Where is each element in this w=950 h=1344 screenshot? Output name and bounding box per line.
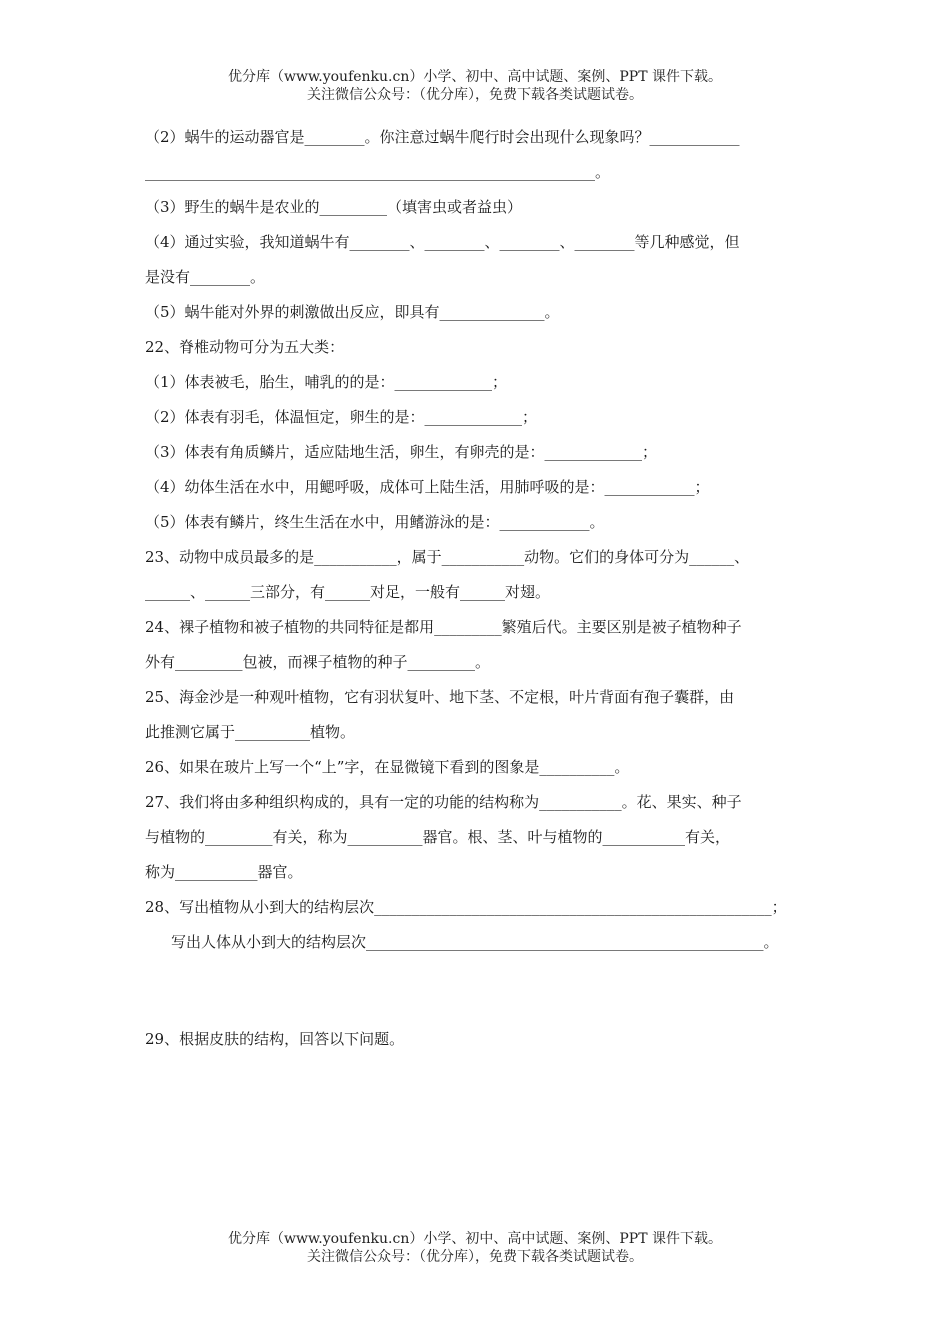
question-body bbox=[145, 120, 825, 1057]
q21-4-line-1: （4）通过实验，我知道蜗牛有________、________、________、________等几种感觉，但 bbox=[145, 233, 740, 251]
footer-line-2: 关注微信公众号：（优分库），免费下载各类试题试卷。 bbox=[307, 1249, 643, 1265]
q21-2-line-1: （2）蜗牛的运动器官是________。你注意过蜗牛爬行时会出现什么现象吗？____________ bbox=[145, 128, 740, 146]
q22-5: （5）体表有鳞片，终生生活在水中，用鳍游泳的是：____________。 bbox=[145, 513, 605, 531]
q28-line-2: 写出人体从小到大的结构层次_____________________________________________________。 bbox=[171, 933, 779, 951]
q27-line-3: 称为___________器官。 bbox=[145, 863, 303, 881]
q22-2: （2）体表有羽毛，体温恒定，卵生的是：_____________； bbox=[145, 408, 538, 426]
q22-1: （1）体表被毛，胎生，哺乳的的是：_____________； bbox=[145, 373, 508, 391]
q22-4: （4）幼体生活在水中，用鳃呼吸，成体可上陆生活，用肺呼吸的是：____________； bbox=[145, 478, 710, 496]
q22-3: （3）体表有角质鳞片，适应陆地生活，卵生，有卵壳的是：_____________； bbox=[145, 443, 658, 461]
q25-line-1: 25、海金沙是一种观叶植物，它有羽状复叶、地下茎、不定根，叶片背面有孢子囊群，由 bbox=[145, 688, 735, 706]
q27-line-2: 与植物的_________有关，称为__________器官。根、茎、叶与植物的___________有关， bbox=[145, 828, 731, 846]
q25-line-2: 此推测它属于__________植物。 bbox=[145, 723, 356, 741]
q26: 26、如果在玻片上写一个“上”字，在显微镜下看到的图象是__________。 bbox=[145, 758, 630, 776]
q23-line-1: 23、动物中成员最多的是___________，属于___________动物。它们的身体可分为______、 bbox=[145, 548, 750, 566]
header-line-1: 优分库（www.youfenku.cn）小学、初中、高中试题、案例、PPT 课件下载。 bbox=[227, 69, 722, 85]
footer-line-1: 优分库（www.youfenku.cn）小学、初中、高中试题、案例、PPT 课件下载。 bbox=[227, 1231, 722, 1247]
q29: 29、根据皮肤的结构，回答以下问题。 bbox=[145, 1030, 405, 1048]
q22-title: 22、脊椎动物可分为五大类： bbox=[145, 338, 345, 356]
q21-3: （3）野生的蜗牛是农业的_________（填害虫或者益虫） bbox=[145, 198, 523, 216]
q21-4-line-2: 是没有________。 bbox=[145, 268, 266, 286]
q21-2-line-2: ____________________________________________________________。 bbox=[145, 163, 611, 181]
blank-space bbox=[145, 960, 825, 1022]
q23-line-2: ______、______三部分，有______对足，一般有______对翅。 bbox=[145, 583, 551, 601]
page-footer bbox=[0, 1230, 950, 1266]
page-header bbox=[0, 68, 950, 104]
q24-line-2: 外有_________包被，而裸子植物的种子_________。 bbox=[145, 653, 491, 671]
header-line-2: 关注微信公众号：（优分库），免费下载各类试题试卷。 bbox=[307, 87, 643, 103]
q21-5: （5）蜗牛能对外界的刺激做出反应，即具有______________。 bbox=[145, 303, 560, 321]
q27-line-1: 27、我们将由多种组织构成的，具有一定的功能的结构称为___________。花、果实、种子 bbox=[145, 793, 742, 811]
q24-line-1: 24、裸子植物和被子植物的共同特征是都用_________繁殖后代。主要区别是被子植物种子 bbox=[145, 618, 742, 636]
q28-line-1: 28、写出植物从小到大的结构层次_____________________________________________________； bbox=[145, 898, 787, 916]
